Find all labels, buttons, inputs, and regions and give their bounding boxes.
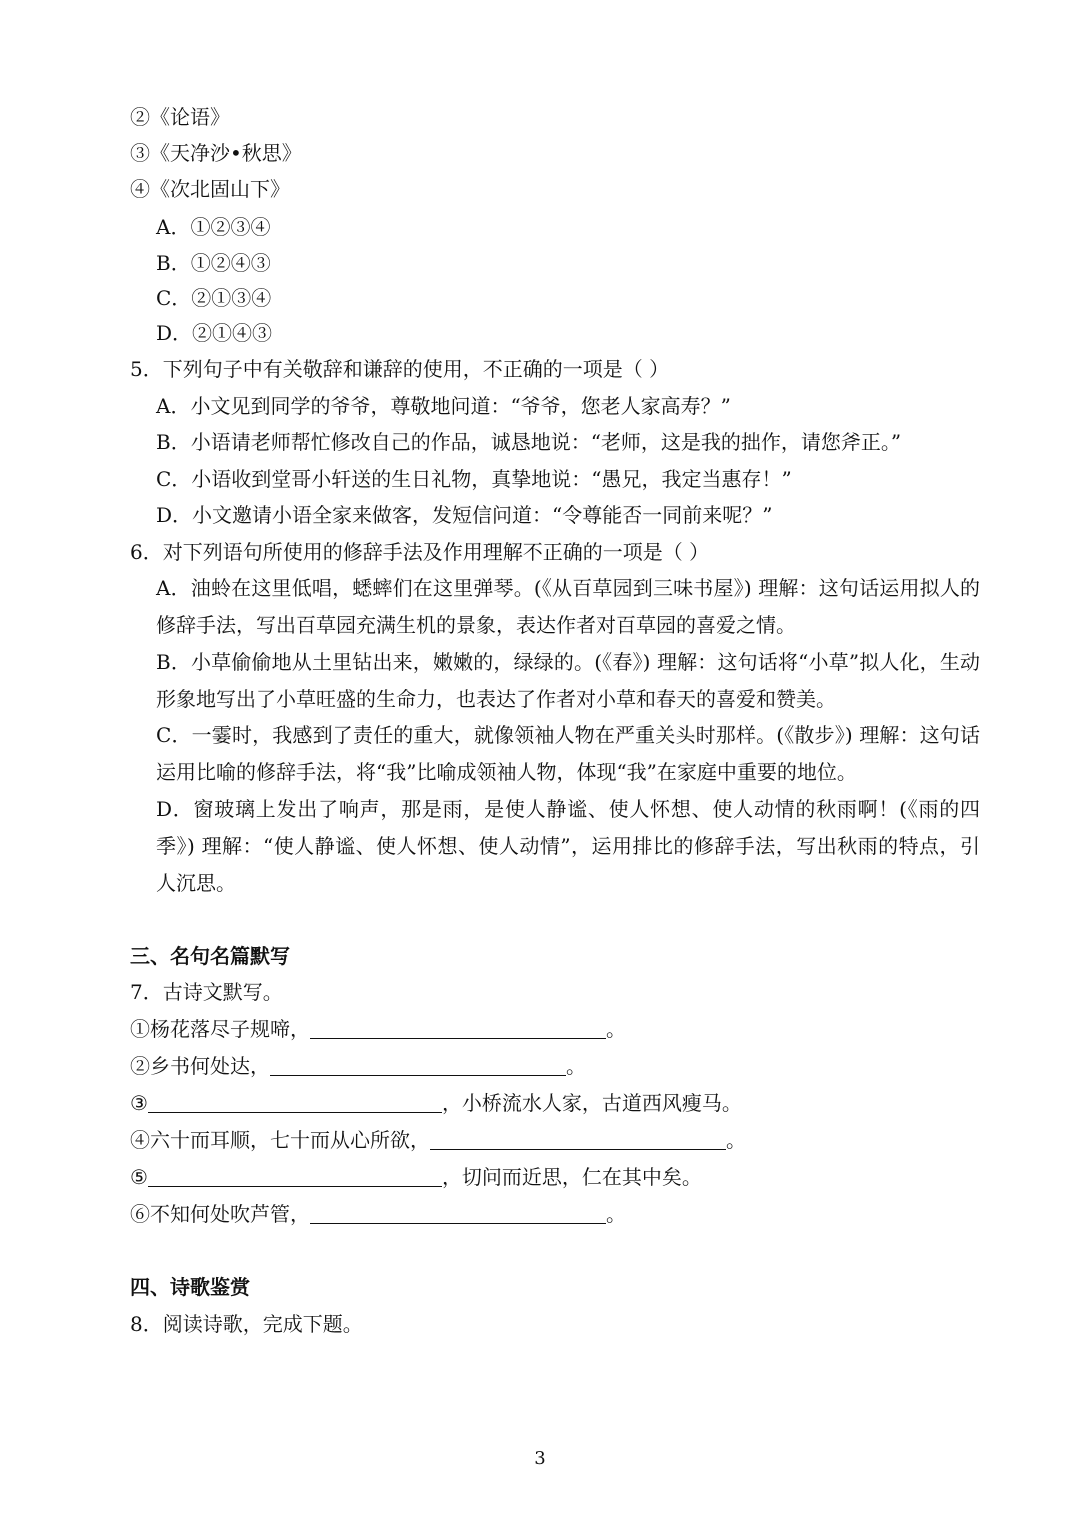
recite-item-4	[130, 1127, 746, 1153]
q6-option-c: C．一霎时，我感到了责任的重大，就像领袖人物在严重关头时那样。(《散步》) 理解：这句话运用比喻的修辞手法，将“我”比喻成领袖人物，体现“我”在家庭中重要的地位。	[156, 723, 980, 784]
q5-stem: 5．下列句子中有关敬辞和谦辞的使用，不正确的一项是（ ）	[130, 357, 670, 381]
q5-option-d: D．小文邀请小语全家来做客，发短信问道：“令尊能否一同前来呢？”	[156, 503, 773, 527]
order-item-2: ②《论语》	[130, 105, 230, 129]
recite-item-3	[130, 1090, 742, 1116]
answer-blank[interactable]	[148, 1164, 442, 1187]
answer-blank[interactable]	[430, 1127, 726, 1150]
q4-option-d: D．②①④③	[156, 321, 273, 345]
q6-option-a: A．油蛉在这里低唱，蟋蟀们在这里弹琴。(《从百草园到三味书屋》) 理解：这句话运用拟人的修辞手法，写出百草园充满生机的景象，表达作者对百草园的喜爱之情。	[156, 576, 980, 637]
recite-before: ③	[130, 1091, 148, 1115]
recite-after: 。	[726, 1128, 746, 1152]
answer-blank[interactable]	[310, 1016, 606, 1039]
q8-stem: 8．阅读诗歌，完成下题。	[130, 1312, 363, 1336]
order-item-3: ③《天净沙•秋思》	[130, 141, 302, 165]
q7-stem: 7．古诗文默写。	[130, 980, 283, 1004]
recite-after: 。	[606, 1202, 626, 1226]
recite-after: ，小桥流水人家，古道西风瘦马。	[441, 1091, 742, 1115]
q5-option-c: C．小语收到堂哥小轩送的生日礼物，真挚地说：“愚兄，我定当惠存！”	[156, 467, 792, 491]
answer-blank[interactable]	[148, 1090, 442, 1113]
q6-stem: 6．对下列语句所使用的修辞手法及作用理解不正确的一项是（ ）	[130, 540, 710, 564]
q6-option-d: D．窗玻璃上发出了响声，那是雨，是使人静谧、使人怀想、使人动情的秋雨啊！(《雨的四季》) 理解：“使人静谧、使人怀想、使人动情”，运用排比的修辞手法，写出秋雨的特点，引人沉思。	[156, 797, 980, 895]
recite-item-1	[130, 1016, 626, 1042]
section3-heading: 三、名句名篇默写	[130, 944, 290, 968]
recite-item-2	[130, 1053, 586, 1079]
q4-option-a: A．①②③④	[156, 215, 271, 239]
answer-blank[interactable]	[270, 1053, 566, 1076]
q5-option-a: A．小文见到同学的爷爷，尊敬地问道：“爷爷，您老人家高寿？”	[156, 394, 731, 418]
recite-before: ②乡书何处达，	[130, 1054, 270, 1078]
page-number: 3	[534, 1448, 546, 1469]
q6-option-b: B．小草偷偷地从土里钻出来，嫩嫩的，绿绿的。(《春》) 理解：这句话将“小草”拟人化，生动形象地写出了小草旺盛的生命力，也表达了作者对小草和春天的喜爱和赞美。	[156, 650, 980, 711]
recite-before: ①杨花落尽子规啼，	[130, 1017, 310, 1041]
recite-before: ④六十而耳顺，七十而从心所欲，	[130, 1128, 430, 1152]
recite-after: 。	[566, 1054, 586, 1078]
recite-before: ⑤	[130, 1165, 148, 1189]
answer-blank[interactable]	[310, 1201, 606, 1224]
recite-item-5	[130, 1164, 702, 1190]
order-item-4: ④《次北固山下》	[130, 177, 290, 201]
q4-option-b: B．①②④③	[156, 251, 271, 275]
recite-after: ，切问而近思，仁在其中矣。	[441, 1165, 702, 1189]
q4-option-c: C．②①③④	[156, 286, 272, 310]
recite-item-6	[130, 1201, 626, 1227]
recite-before: ⑥不知何处吹芦管，	[130, 1202, 310, 1226]
section4-heading: 四、诗歌鉴赏	[130, 1275, 250, 1299]
q5-option-b: B．小语请老师帮忙修改自己的作品，诚恳地说：“老师，这是我的拙作，请您斧正。”	[156, 430, 902, 454]
recite-after: 。	[606, 1017, 626, 1041]
